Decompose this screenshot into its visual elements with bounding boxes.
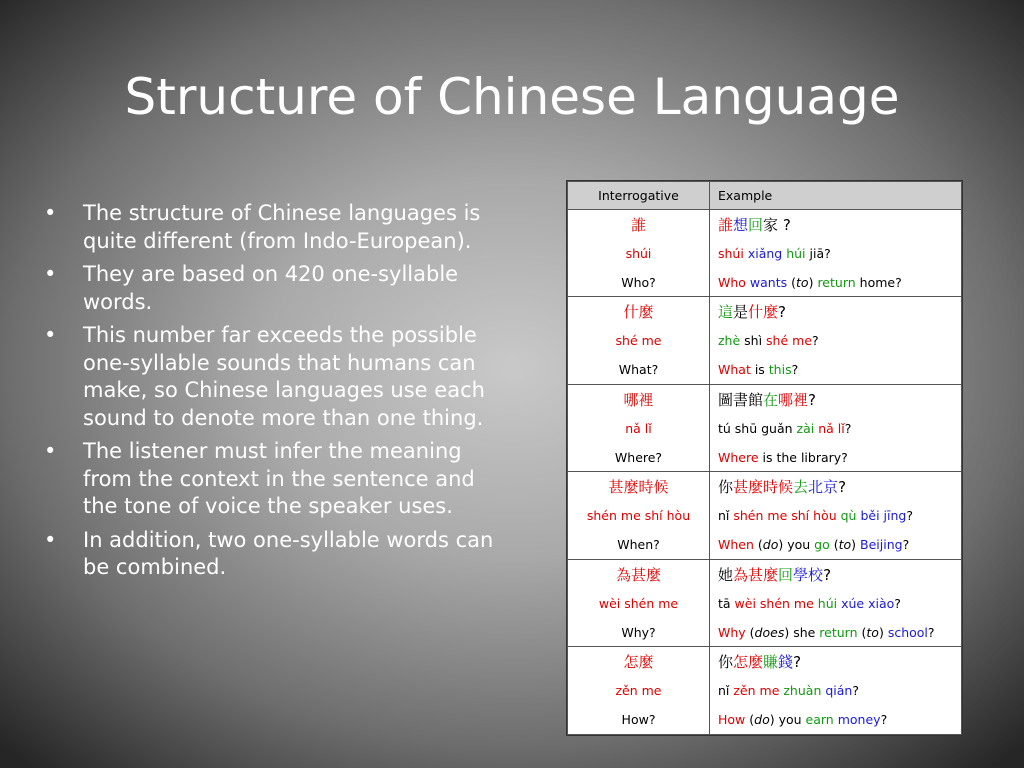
example-segment: ( — [829, 537, 839, 553]
example-segment: 賺 — [763, 653, 779, 672]
interrogative-cell — [568, 384, 710, 413]
interrogative-hanzi: 甚麼時候 — [608, 478, 669, 497]
example-segment: tú shū guǎn — [718, 420, 797, 436]
interrogative-cell — [568, 326, 710, 355]
interrogative-english: How? — [621, 712, 656, 728]
example-segment: xúe xiào — [841, 595, 895, 611]
bullet-text: The listener must infer the meaning from the context in the sentence and the tone of voice the speaker uses. — [83, 439, 475, 518]
example-segment: 為甚麼 — [733, 565, 779, 584]
example-segment: běi jīng — [860, 508, 907, 524]
example-segment: Why — [718, 624, 746, 640]
example-segment: Who — [718, 274, 746, 290]
example-segment: school — [887, 624, 928, 640]
example-segment: nǐ — [718, 683, 734, 699]
interrogative-cell — [568, 239, 710, 268]
example-segment: to — [866, 624, 879, 640]
table-row — [568, 676, 962, 705]
example-segment: zài — [796, 420, 815, 436]
interrogative-cell — [568, 676, 710, 705]
interrogative-pinyin: shé me — [615, 333, 662, 349]
table-row — [568, 297, 962, 326]
interrogative-pinyin: wèi shén me — [598, 595, 679, 611]
example-segment: do — [754, 712, 770, 728]
example-segment: 什麼 — [748, 303, 779, 322]
example-segment: shì — [740, 333, 767, 349]
interrogative-pinyin: zěn me — [615, 683, 662, 699]
example-segment: 北京 — [808, 478, 839, 497]
example-segment: 回 — [778, 565, 794, 584]
example-segment: ? — [791, 362, 799, 378]
table-row — [568, 530, 962, 559]
example-cell — [710, 676, 962, 705]
bullet-text: The structure of Chinese languages is quite different (from Indo-European). — [83, 201, 481, 253]
example-segment: qián — [825, 683, 853, 699]
example-segment: nǎ lǐ — [818, 420, 845, 436]
interrogative-cell — [568, 414, 710, 443]
example-segment: ? — [778, 215, 791, 234]
table-row — [568, 589, 962, 618]
bullet-text: In addition, two one-syllable words can be combined. — [83, 527, 494, 579]
example-segment: is — [750, 362, 769, 378]
example-segment: wèi shén me — [734, 595, 814, 611]
example-segment: 誰 — [718, 215, 734, 234]
bullet-item — [44, 527, 514, 582]
example-segment: 你 — [718, 653, 734, 672]
example-segment: ? — [793, 653, 802, 672]
table-row — [568, 414, 962, 443]
interrogative-english: Why? — [621, 624, 656, 640]
example-segment: 怎麼 — [733, 653, 764, 672]
example-cell — [710, 589, 962, 618]
example-segment: return — [819, 624, 858, 640]
table-header-row — [568, 182, 962, 210]
interrogative-hanzi: 哪裡 — [623, 390, 654, 409]
bullet-dot-icon: • — [44, 527, 57, 552]
example-segment: 學校 — [793, 565, 824, 584]
example-segment: When — [718, 537, 754, 553]
interrogative-pinyin: shén me shí hòu — [586, 508, 691, 524]
table-row — [568, 326, 962, 355]
example-segment: tā — [718, 595, 735, 611]
example-segment: húi — [817, 595, 838, 611]
example-segment: return — [817, 274, 856, 290]
example-segment: nǐ — [718, 508, 734, 524]
example-cell — [710, 355, 962, 384]
example-segment: 錢 — [778, 653, 794, 672]
example-cell — [710, 384, 962, 413]
table-row — [568, 239, 962, 268]
example-segment: húi — [786, 245, 806, 261]
interrogative-cell — [568, 297, 710, 326]
interrogative-cell — [568, 355, 710, 384]
example-segment: shé me — [766, 333, 813, 349]
example-segment: xiǎng — [747, 245, 783, 261]
example-segment: 是 — [733, 303, 749, 322]
example-segment: 去 — [793, 478, 809, 497]
table-row — [568, 443, 962, 472]
example-segment: ? — [823, 565, 832, 584]
interrogative-table — [567, 181, 962, 735]
interrogative-cell — [568, 647, 710, 676]
example-segment: is the library? — [758, 449, 848, 465]
bullet-dot-icon: • — [44, 323, 57, 347]
interrogative-hanzi: 怎麼 — [623, 653, 654, 672]
example-segment: Beijing — [860, 537, 903, 553]
example-cell — [710, 647, 962, 676]
table-row — [568, 705, 962, 734]
example-segment: ? — [906, 508, 913, 524]
bullet-text: This number far exceeds the possible one-syllable sounds that humans can make, so Chinese languages use each sound to denote more than one thing. — [83, 323, 485, 430]
example-cell — [710, 618, 962, 647]
interrogative-english: Where? — [614, 449, 663, 465]
example-segment: What — [718, 362, 751, 378]
example-segment: ) — [808, 274, 818, 290]
bullet-dot-icon: • — [44, 262, 57, 286]
example-segment: go — [814, 537, 830, 553]
example-segment: to — [796, 274, 809, 290]
interrogative-hanzi: 誰 — [630, 215, 646, 234]
example-cell — [710, 501, 962, 530]
interrogative-cell — [568, 443, 710, 472]
example-segment: ? — [778, 303, 787, 322]
interrogative-cell — [568, 268, 710, 297]
example-segment: How — [718, 712, 746, 728]
example-segment: ? — [927, 624, 935, 640]
example-segment: shúi — [718, 245, 744, 261]
example-cell — [710, 559, 962, 588]
bullet-text: They are based on 420 one-syllable words. — [83, 262, 459, 314]
header-example: Example — [710, 182, 962, 210]
example-segment: wants — [749, 274, 788, 290]
example-segment: ? — [902, 537, 910, 553]
example-segment: ) — [851, 537, 861, 553]
interrogative-cell — [568, 530, 710, 559]
bullet-item — [44, 200, 514, 255]
example-segment: ? — [808, 390, 817, 409]
interrogative-cell — [568, 559, 710, 588]
example-segment: shén me shí hòu — [733, 508, 837, 524]
interrogative-cell — [568, 501, 710, 530]
example-segment: ) she — [784, 624, 820, 640]
example-segment: ) you — [769, 712, 806, 728]
example-segment: ( — [745, 624, 755, 640]
example-cell — [710, 443, 962, 472]
bullet-dot-icon: • — [44, 439, 57, 463]
table-row — [568, 618, 962, 647]
example-cell — [710, 530, 962, 559]
example-segment: 在 — [763, 390, 779, 409]
header-interrogative: Interrogative — [568, 182, 710, 210]
interrogative-pinyin: shúi — [625, 245, 652, 261]
interrogative-cell — [568, 618, 710, 647]
example-segment: do — [762, 537, 779, 553]
example-segment: 哪裡 — [778, 390, 809, 409]
example-segment: money — [837, 712, 881, 728]
example-segment: zěn me — [733, 683, 780, 699]
example-segment: ) you — [778, 537, 815, 553]
example-segment: 回 — [748, 215, 764, 234]
example-segment: ? — [838, 478, 847, 497]
example-segment: zhè — [718, 333, 741, 349]
example-segment: ? — [880, 712, 888, 728]
example-segment: ? — [812, 333, 819, 349]
example-segment: this — [768, 362, 792, 378]
example-segment: ? — [852, 683, 859, 699]
example-segment: ) — [878, 624, 888, 640]
example-segment: 甚麼時候 — [733, 478, 794, 497]
example-segment: 家 — [763, 215, 779, 234]
table-row — [568, 501, 962, 530]
interrogative-english: When? — [617, 537, 660, 553]
example-segment: ( — [787, 274, 797, 290]
example-segment: earn — [805, 712, 834, 728]
example-segment: 圖書館 — [718, 390, 764, 409]
table-body — [568, 210, 962, 735]
example-segment: 她 — [718, 565, 734, 584]
example-segment: ( — [753, 537, 763, 553]
example-segment: Where — [718, 449, 759, 465]
example-cell — [710, 297, 962, 326]
bullet-item — [44, 261, 514, 316]
example-segment: to — [838, 537, 852, 553]
bullet-list — [44, 200, 514, 588]
interrogative-english: What? — [618, 362, 659, 378]
example-segment: home? — [855, 274, 902, 290]
example-segment: 這 — [718, 303, 734, 322]
example-cell — [710, 268, 962, 297]
example-segment: 想 — [733, 215, 749, 234]
example-cell — [710, 239, 962, 268]
interrogative-pinyin: nǎ lǐ — [625, 420, 652, 436]
table-row — [568, 559, 962, 588]
example-cell — [710, 414, 962, 443]
interrogative-hanzi: 什麼 — [623, 303, 654, 322]
interrogative-hanzi: 為甚麼 — [615, 565, 661, 584]
example-cell — [710, 472, 962, 501]
table-row — [568, 268, 962, 297]
interrogative-cell — [568, 210, 710, 239]
bullet-item — [44, 438, 514, 521]
example-segment: 你 — [718, 478, 734, 497]
example-segment: zhuàn — [783, 683, 822, 699]
table-row — [568, 210, 962, 239]
table-row — [568, 355, 962, 384]
table-row — [568, 472, 962, 501]
example-segment: qù — [840, 508, 857, 524]
example-segment: jiā? — [805, 245, 831, 261]
interrogative-cell — [568, 705, 710, 734]
example-segment: ? — [844, 420, 852, 436]
bullet-dot-icon: • — [44, 201, 57, 225]
example-cell — [710, 210, 962, 239]
example-cell — [710, 326, 962, 355]
example-segment: ? — [894, 595, 901, 611]
bullet-item — [44, 322, 514, 432]
interrogative-table-image — [566, 180, 963, 736]
example-segment: ( — [857, 624, 867, 640]
interrogative-english: Who? — [621, 274, 656, 290]
example-segment: does — [754, 624, 785, 640]
interrogative-cell — [568, 589, 710, 618]
table-row — [568, 384, 962, 413]
interrogative-cell — [568, 472, 710, 501]
example-cell — [710, 705, 962, 734]
table-row — [568, 647, 962, 676]
slide-title: Structure of Chinese Language — [124, 68, 900, 126]
example-segment: ( — [745, 712, 755, 728]
